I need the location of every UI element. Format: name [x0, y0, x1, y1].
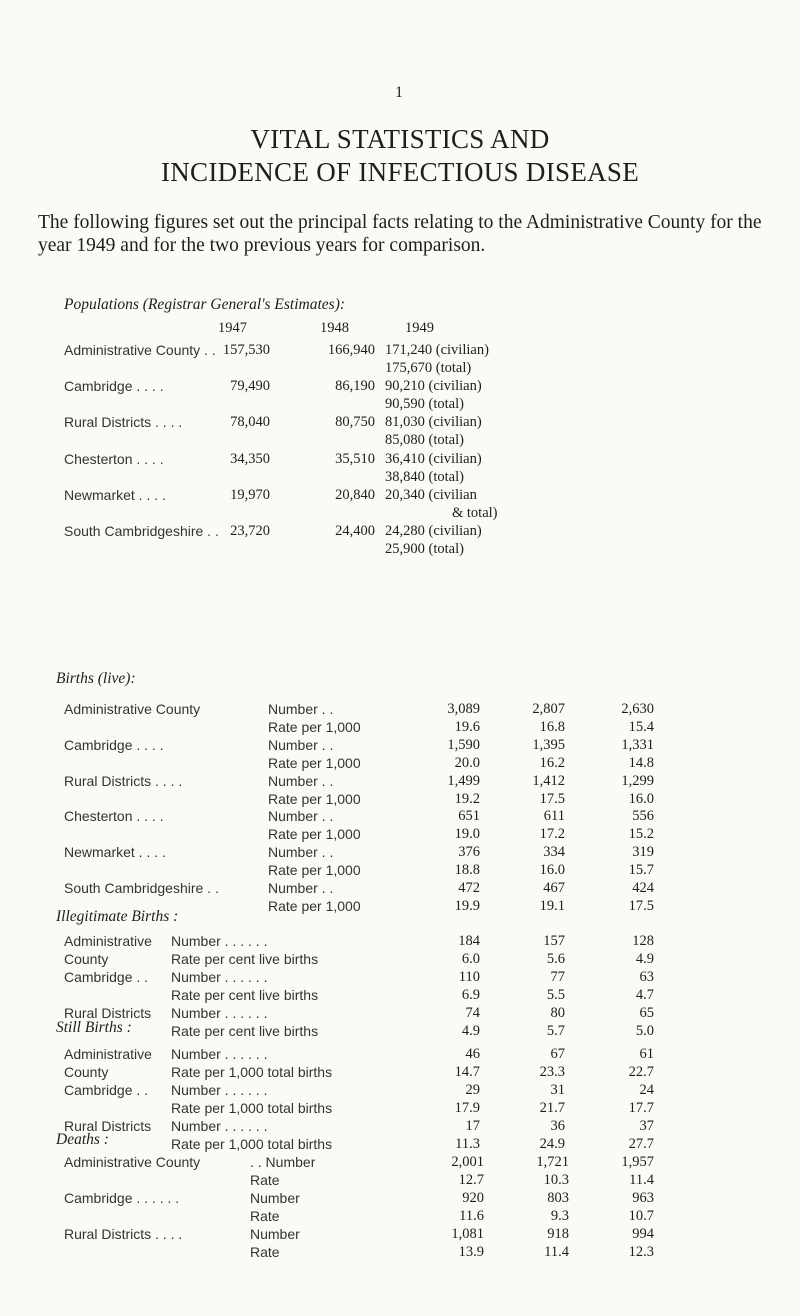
births-measure-label: Number . .	[268, 844, 334, 861]
births-value: 651	[458, 808, 480, 825]
intro-paragraph: The following figures set out the principal facts relating to the Administrative County for the year 1949 and for the two previous years for comparison.	[38, 212, 762, 256]
population-1949-civilian: 24,280 (civilian)	[385, 523, 482, 539]
population-area-label: Rural Districts . . . .	[64, 414, 183, 431]
deaths-value: 13.9	[458, 1243, 484, 1260]
births-value: 16.8	[539, 718, 565, 735]
population-1947: 23,720	[230, 523, 270, 539]
population-1948: 80,750	[335, 414, 375, 431]
births-area-label: Newmarket . . . .	[64, 844, 166, 861]
deaths-area-label: Rural Districts . . . .	[64, 1225, 183, 1242]
page-title-line-2: INCIDENCE OF INFECTIOUS DISEASE	[160, 157, 640, 187]
illegitimate-measure-label: Number . . . . . .	[171, 968, 268, 985]
births-measure-label: Rate per 1,000	[268, 718, 361, 735]
illegitimate-value: 77	[550, 968, 565, 985]
illegitimate-value: 4.9	[461, 1022, 480, 1039]
deaths-value: 918	[547, 1225, 569, 1242]
still-value: 11.3	[455, 1135, 480, 1152]
births-value: 14.8	[628, 754, 654, 771]
births-value: 2,630	[621, 701, 654, 717]
births-value: 319	[632, 844, 654, 861]
still-value: 14.7	[454, 1063, 480, 1080]
year-header: 1947	[218, 320, 247, 336]
births-measure-label: Number . .	[268, 701, 334, 717]
illegitimate-measure-label: Rate per cent live births	[171, 986, 319, 1003]
population-1949-civilian: 81,030 (civilian)	[385, 414, 482, 431]
births-value: 467	[543, 880, 565, 896]
illegitimate-value: 184	[458, 933, 480, 949]
population-1949-civilian: 36,410 (civilian)	[385, 450, 482, 467]
births-value: 1,299	[621, 772, 654, 789]
births-value: 15.2	[628, 826, 654, 843]
still-area-label: County	[64, 1063, 109, 1080]
population-1947: 157,530	[222, 342, 270, 358]
still-value: 23.3	[539, 1063, 565, 1080]
population-area-label: South Cambridgeshire . .	[64, 523, 219, 539]
page-title-line-1: VITAL STATISTICS AND	[250, 124, 550, 154]
births-value: 1,412	[532, 772, 565, 789]
births-value: 20.0	[454, 754, 480, 771]
illegitimate-area-label: Cambridge . .	[64, 968, 149, 985]
births-value: 1,395	[532, 736, 565, 753]
deaths-heading: Deaths :	[56, 1131, 109, 1148]
population-1948: 86,190	[335, 378, 375, 395]
deaths-measure-label: Rate	[250, 1171, 280, 1188]
births-value: 1,331	[621, 736, 654, 753]
illegitimate-value: 4.9	[635, 950, 654, 967]
deaths-value: 12.3	[628, 1243, 654, 1260]
births-value: 472	[458, 880, 480, 896]
illegitimate-value: 80	[550, 1004, 565, 1021]
still-value: 22.7	[628, 1063, 654, 1080]
illegitimate-measure-label: Number . . . . . .	[171, 1004, 268, 1021]
still-area-label: Cambridge . .	[64, 1081, 149, 1098]
illegitimate-area-label: Rural Districts	[64, 1004, 152, 1021]
still-heading: Still Births :	[56, 1019, 132, 1036]
population-1948: 20,840	[335, 486, 375, 503]
illegitimate-measure-label: Rate per cent live births	[171, 950, 319, 967]
illegitimate-value: 5.5	[546, 986, 565, 1003]
births-value: 15.7	[628, 862, 654, 879]
still-area-label: Rural Districts	[64, 1117, 152, 1134]
population-1949-total: & total)	[452, 504, 498, 521]
births-measure-label: Number . .	[268, 808, 334, 825]
deaths-measure-label: Number	[250, 1225, 300, 1242]
births-measure-label: Rate per 1,000	[268, 754, 361, 771]
population-1949-total: 38,840 (total)	[385, 468, 464, 485]
illegitimate-value: 5.6	[546, 950, 565, 967]
still-value: 27.7	[628, 1135, 654, 1152]
births-value: 19.9	[454, 897, 480, 914]
deaths-value: 11.4	[629, 1171, 654, 1188]
population-1949-civilian: 171,240 (civilian)	[385, 342, 489, 358]
births-value: 556	[632, 808, 654, 825]
still-value: 37	[639, 1117, 654, 1134]
still-value: 67	[550, 1046, 565, 1062]
illegitimate-value: 74	[465, 1004, 480, 1021]
still-value: 36	[550, 1117, 565, 1134]
still-area-label: Administrative	[64, 1046, 152, 1062]
illegitimate-value: 157	[543, 933, 565, 949]
births-area-label: Chesterton . . . .	[64, 808, 164, 825]
still-measure-label: Rate per 1,000 total births	[171, 1063, 333, 1080]
deaths-value: 803	[547, 1189, 569, 1206]
births-value: 18.8	[454, 862, 480, 879]
deaths-value: 920	[462, 1189, 484, 1206]
deaths-value: 963	[632, 1189, 654, 1206]
illegitimate-area-label: County	[64, 950, 109, 967]
population-1949-total: 25,900 (total)	[385, 541, 464, 557]
population-1949-total: 90,590 (total)	[385, 396, 464, 413]
illegitimate-area-label: Administrative	[64, 933, 152, 949]
still-measure-label: Number . . . . . .	[171, 1117, 268, 1134]
still-value: 17	[465, 1117, 480, 1134]
births-area-label: Cambridge . . . .	[64, 736, 164, 753]
births-value: 19.6	[454, 718, 480, 735]
illegitimate-value: 128	[632, 933, 654, 949]
births-value: 1,590	[447, 736, 480, 753]
births-value: 17.2	[539, 826, 565, 843]
deaths-value: 9.3	[550, 1207, 569, 1224]
births-measure-label: Number . .	[268, 772, 334, 789]
deaths-area-label: Administrative County	[64, 1154, 201, 1170]
population-1947: 79,490	[230, 378, 270, 395]
population-1948: 35,510	[335, 450, 375, 467]
births-measure-label: Number . .	[268, 880, 334, 896]
population-1947: 19,970	[230, 486, 270, 503]
population-1949-civilian: 90,210 (civilian)	[385, 378, 482, 395]
births-value: 17.5	[628, 897, 654, 914]
still-value: 61	[639, 1046, 654, 1062]
births-measure-label: Number . .	[268, 736, 334, 753]
births-measure-label: Rate per 1,000	[268, 897, 361, 914]
births-area-label: Rural Districts . . . .	[64, 772, 183, 789]
still-measure-label: Rate per 1,000 total births	[171, 1135, 333, 1152]
population-area-label: Newmarket . . . .	[64, 486, 166, 503]
births-heading: Births (live):	[56, 670, 136, 687]
illegitimate-value: 5.0	[635, 1022, 654, 1039]
deaths-value: 1,081	[451, 1225, 484, 1242]
illegitimate-value: 4.7	[635, 986, 654, 1003]
births-area-label: South Cambridgeshire . .	[64, 880, 219, 896]
still-measure-label: Number . . . . . .	[171, 1046, 268, 1062]
still-value: 24.9	[539, 1135, 565, 1152]
births-area-label: Administrative County	[64, 701, 201, 717]
deaths-measure-label: Rate	[250, 1243, 280, 1260]
births-value: 376	[458, 844, 480, 861]
deaths-measure-label: Rate	[250, 1207, 280, 1224]
deaths-measure-label: . . Number	[250, 1154, 316, 1170]
still-measure-label: Rate per 1,000 total births	[171, 1099, 333, 1116]
deaths-value: 10.3	[543, 1171, 569, 1188]
births-measure-label: Rate per 1,000	[268, 826, 361, 843]
births-value: 15.4	[628, 718, 654, 735]
populations-heading: Populations (Registrar General's Estimates):	[64, 296, 346, 313]
deaths-value: 10.7	[628, 1207, 654, 1224]
still-measure-label: Number . . . . . .	[171, 1081, 268, 1098]
illegitimate-value: 63	[639, 968, 654, 985]
births-value: 424	[632, 880, 654, 896]
still-value: 31	[550, 1081, 565, 1098]
illegitimate-value: 65	[639, 1004, 654, 1021]
population-1948: 166,940	[327, 342, 375, 358]
births-value: 17.5	[539, 790, 565, 807]
still-value: 24	[639, 1081, 654, 1098]
births-value: 611	[543, 808, 565, 825]
deaths-area-label: Cambridge . . . . . .	[64, 1189, 180, 1206]
population-1947: 34,350	[230, 450, 270, 467]
illegitimate-value: 6.9	[461, 986, 480, 1003]
illegitimate-measure-label: Rate per cent live births	[171, 1022, 319, 1039]
births-value: 16.0	[628, 790, 654, 807]
births-measure-label: Rate per 1,000	[268, 862, 361, 879]
births-value: 334	[543, 844, 565, 861]
births-value: 2,807	[532, 701, 565, 717]
births-value: 19.2	[454, 790, 480, 807]
year-header: 1948	[320, 320, 349, 336]
deaths-measure-label: Number	[250, 1189, 300, 1206]
still-value: 21.7	[539, 1099, 565, 1116]
deaths-value: 11.4	[544, 1243, 569, 1260]
illegitimate-value: 5.7	[546, 1022, 565, 1039]
still-value: 46	[465, 1046, 480, 1062]
deaths-value: 2,001	[451, 1154, 484, 1170]
year-header: 1949	[405, 320, 434, 336]
still-value: 17.7	[628, 1099, 654, 1116]
still-value: 17.9	[454, 1099, 480, 1116]
population-1949-civilian: 20,340 (civilian	[385, 486, 477, 503]
illegitimate-heading: Illegitimate Births :	[56, 908, 179, 925]
population-1949-total: 85,080 (total)	[385, 432, 464, 449]
deaths-value: 11.6	[459, 1207, 484, 1224]
deaths-value: 994	[632, 1225, 654, 1242]
illegitimate-value: 110	[458, 968, 480, 985]
births-value: 16.2	[539, 754, 565, 771]
population-area-label: Cambridge . . . .	[64, 378, 164, 395]
illegitimate-measure-label: Number . . . . . .	[171, 933, 268, 949]
births-value: 1,499	[447, 772, 480, 789]
births-value: 19.0	[454, 826, 480, 843]
population-area-label: Administrative County . .	[64, 342, 216, 358]
population-1949-total: 175,670 (total)	[385, 360, 472, 376]
still-value: 29	[465, 1081, 480, 1098]
population-1947: 78,040	[230, 414, 270, 431]
illegitimate-value: 6.0	[461, 950, 480, 967]
deaths-value: 1,957	[621, 1154, 654, 1170]
deaths-value: 1,721	[536, 1154, 569, 1170]
births-value: 3,089	[447, 701, 480, 717]
population-area-label: Chesterton . . . .	[64, 450, 164, 467]
births-value: 16.0	[539, 862, 565, 879]
births-measure-label: Rate per 1,000	[268, 790, 361, 807]
births-value: 19.1	[539, 897, 565, 914]
page-number: 1	[395, 84, 403, 101]
population-1948: 24,400	[335, 523, 375, 539]
deaths-value: 12.7	[458, 1171, 484, 1188]
